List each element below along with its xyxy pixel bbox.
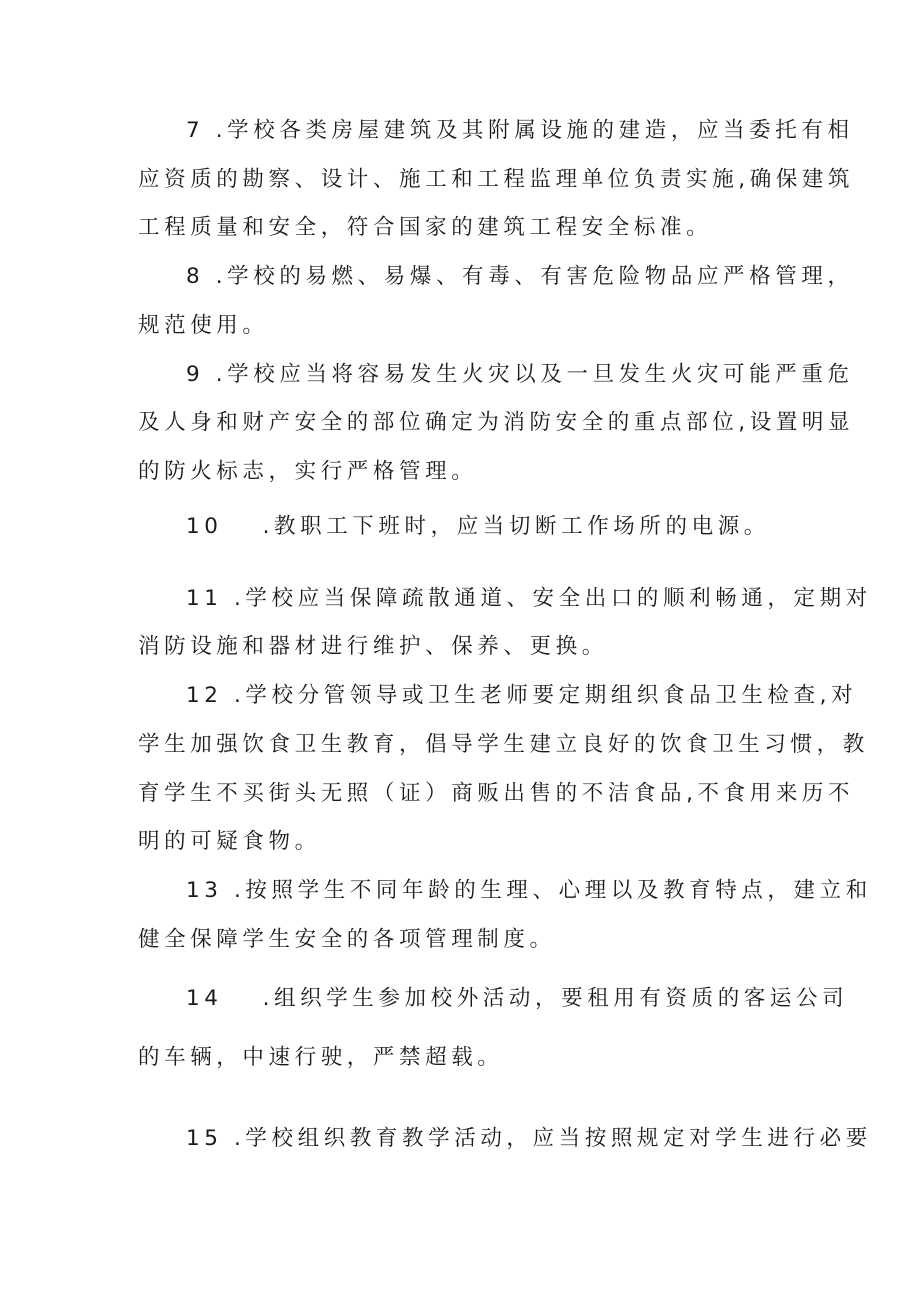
- item-14-line-1: [186, 984, 848, 1014]
- item-12-line-1: 12 .学校分管领导或卫生老师要定期组织食品卫生检查,对: [186, 683, 858, 708]
- item-10-text: .教职工下班时，应当切断工作场所的电源。: [262, 514, 770, 539]
- item-12-line-4: 明的可疑食物。: [138, 829, 321, 854]
- item-10-number: 10: [186, 514, 223, 539]
- item-14-line-2: 的车辆，中速行驶，严禁超载。: [138, 1045, 504, 1070]
- item-13-line-2: 健全保障学生安全的各项管理制度。: [138, 927, 556, 952]
- item-11-line-2: 消防设施和器材进行维护、保养、更换。: [138, 634, 608, 659]
- item-8-line-1: 8 .学校的易燃、易爆、有毒、有害危险物品应严格管理，: [186, 264, 854, 289]
- item-12-line-3: 育学生不买街头无照（证）商贩出售的不洁食品,不食用来历不: [138, 781, 855, 806]
- item-9-line-3: 的防火标志，实行严格管理。: [138, 459, 478, 484]
- item-7-line-1: 7 .学校各类房屋建筑及其附属设施的建造，应当委托有相: [186, 118, 854, 143]
- item-7-line-2: 应资质的勘察、设计、施工和工程监理单位负责实施,确保建筑: [138, 167, 855, 192]
- item-14-number: 14: [186, 986, 223, 1011]
- item-9-line-1: 9 .学校应当将容易发生火灾以及一旦发生火灾可能严重危: [186, 362, 854, 387]
- item-11-line-1: 11 .学校应当保障疏散通道、安全出口的顺利畅通，定期对: [186, 586, 872, 611]
- item-10-line-1: [186, 512, 770, 542]
- item-7-line-3: 工程质量和安全，符合国家的建筑工程安全标准。: [138, 215, 713, 240]
- item-15-line-1: 15 .学校组织教育教学活动，应当按照规定对学生进行必要: [186, 1126, 872, 1151]
- item-8-line-2: 规范使用。: [138, 313, 269, 338]
- item-14-text: .组织学生参加校外活动，要租用有资质的客运公司: [262, 986, 849, 1011]
- item-12-line-2: 学生加强饮食卫生教育，倡导学生建立良好的饮食卫生习惯，教: [138, 732, 869, 757]
- item-13-line-1: 13 .按照学生不同年龄的生理、心理以及教育特点，建立和: [186, 878, 872, 903]
- item-9-line-2: 及人身和财产安全的部位确定为消防安全的重点部位,设置明显: [138, 410, 855, 435]
